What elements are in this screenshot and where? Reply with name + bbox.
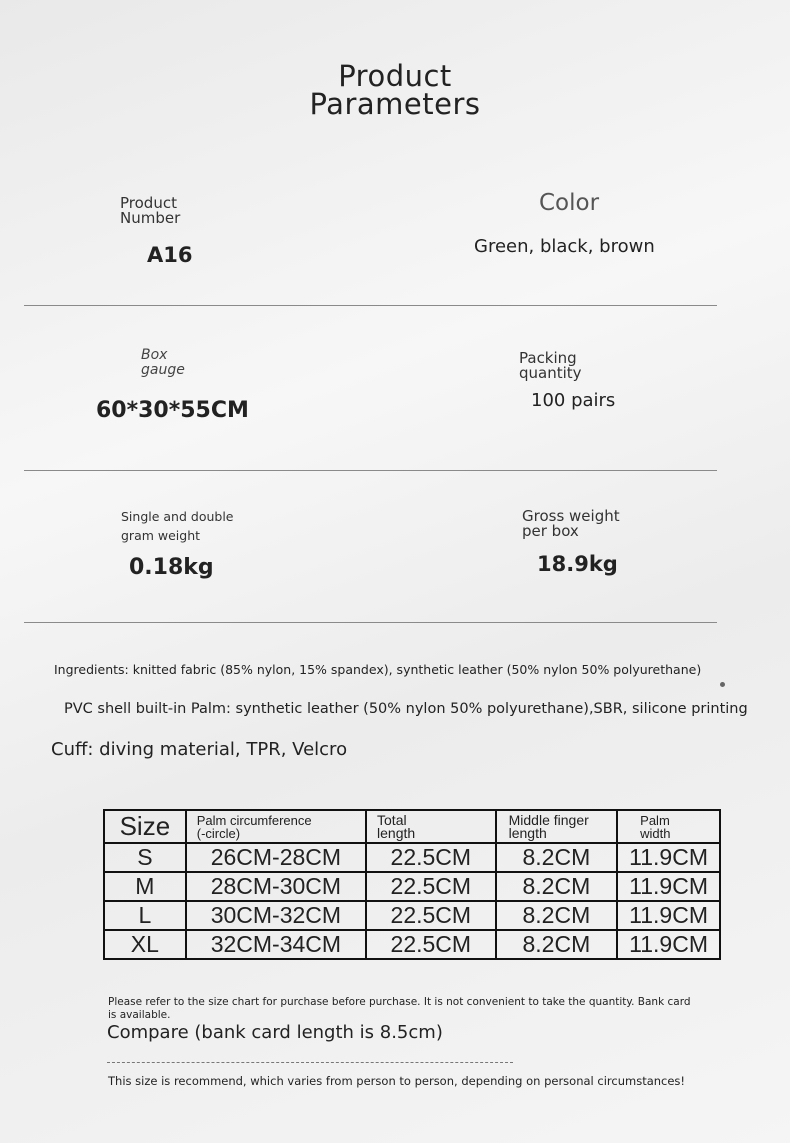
- product-number-label: [120, 196, 180, 226]
- box-gauge-label: [141, 348, 185, 378]
- header-middle-finger: [496, 810, 618, 843]
- cell-palm-width: 11.9CM: [617, 930, 720, 959]
- cell-palm-width: 11.9CM: [617, 843, 720, 872]
- recommend-note: This size is recommend, which varies from person to person, depending on personal circumstances!: [108, 1074, 686, 1088]
- box-gauge-label-line-2: gauge: [141, 362, 185, 378]
- cell-size: M: [104, 872, 186, 901]
- cell-palm-width: 11.9CM: [617, 872, 720, 901]
- header-palm-width-line-2: width: [640, 825, 671, 841]
- header-total-length: [366, 810, 496, 843]
- box-gauge-label-line-1: Box: [141, 347, 168, 363]
- packing-label-line-1: Packing: [519, 349, 577, 367]
- cell-palm-circumference: 32CM-34CM: [186, 930, 366, 959]
- header-middle-line-2: length: [508, 824, 547, 841]
- gram-weight-label: [121, 507, 234, 545]
- header-palm-width: [617, 810, 720, 843]
- cell-palm-circumference: 30CM-32CM: [186, 901, 366, 930]
- table-row: [104, 901, 720, 930]
- gross-label-line-2: per box: [522, 522, 579, 540]
- cell-middle-finger: 8.2CM: [496, 901, 618, 930]
- packing-label-line-2: quantity: [519, 364, 582, 382]
- cell-size: L: [104, 901, 186, 930]
- product-number-label-line-1: Product: [120, 194, 177, 212]
- cell-size: XL: [104, 930, 186, 959]
- packing-quantity-label: [519, 351, 582, 381]
- color-label: Color: [539, 190, 600, 216]
- cell-total-length: 22.5CM: [366, 843, 496, 872]
- title-line-1: Product: [338, 59, 452, 93]
- gram-label-line-2: gram weight: [121, 528, 201, 543]
- cell-size: S: [104, 843, 186, 872]
- table-row: [104, 930, 720, 959]
- gram-label-line-1: Single and double: [121, 509, 234, 524]
- gross-label-line-1: Gross weight: [522, 507, 620, 525]
- header-palm-width-line-1: Palm: [640, 812, 670, 828]
- pvc-text: PVC shell built-in Palm: synthetic leather (50% nylon 50% polyurethane),SBR, silicone printing: [64, 701, 748, 717]
- ingredients-text: Ingredients: knitted fabric (85% nylon, 15% spandex), synthetic leather (50% nylon 50% polyurethane): [54, 662, 702, 677]
- cell-middle-finger: 8.2CM: [496, 872, 618, 901]
- gross-weight-value: 18.9kg: [537, 552, 618, 576]
- cell-middle-finger: 8.2CM: [496, 843, 618, 872]
- cell-total-length: 22.5CM: [366, 930, 496, 959]
- cell-palm-circumference: 28CM-30CM: [186, 872, 366, 901]
- page-title: [0, 59, 790, 121]
- table-header-row: [104, 810, 720, 843]
- cell-total-length: 22.5CM: [366, 901, 496, 930]
- header-palm-circ-line-2: (-circle): [196, 825, 241, 841]
- gross-weight-label: [522, 509, 620, 539]
- cuff-text: Cuff: diving material, TPR, Velcro: [51, 739, 348, 760]
- divider-2: [24, 470, 717, 471]
- dot-mark: [720, 682, 725, 687]
- color-value: Green, black, brown: [474, 236, 655, 257]
- cell-total-length: 22.5CM: [366, 872, 496, 901]
- header-total-line-2: length: [377, 824, 416, 841]
- header-total-line-1: Total: [377, 811, 407, 828]
- gram-weight-value: 0.18kg: [129, 555, 214, 580]
- packing-quantity-value: 100 pairs: [531, 390, 616, 411]
- table-row: [104, 872, 720, 901]
- cell-palm-width: 11.9CM: [617, 901, 720, 930]
- title-line-2: Parameters: [309, 87, 481, 121]
- cell-middle-finger: 8.2CM: [496, 930, 618, 959]
- header-size: Size: [104, 810, 186, 843]
- product-number-label-line-2: Number: [120, 209, 181, 227]
- cell-palm-circumference: 26CM-28CM: [186, 843, 366, 872]
- divider-3: [24, 622, 717, 623]
- box-gauge-value: 60*30*55CM: [96, 398, 249, 423]
- product-number-value: A16: [147, 243, 193, 267]
- compare-note: Compare (bank card length is 8.5cm): [107, 1022, 443, 1043]
- header-middle-line-1: Middle finger: [508, 811, 589, 828]
- size-table: [103, 809, 721, 960]
- refer-note: Please refer to the size chart for purchase before purchase. It is not convenient to take the quantity. Bank card is available.: [108, 996, 691, 1021]
- table-row: [104, 843, 720, 872]
- header-palm-circ-line-1: Palm circumference: [196, 812, 312, 828]
- header-palm-circumference: [186, 810, 366, 843]
- dashed-divider: [107, 1062, 513, 1063]
- divider-1: [24, 305, 717, 306]
